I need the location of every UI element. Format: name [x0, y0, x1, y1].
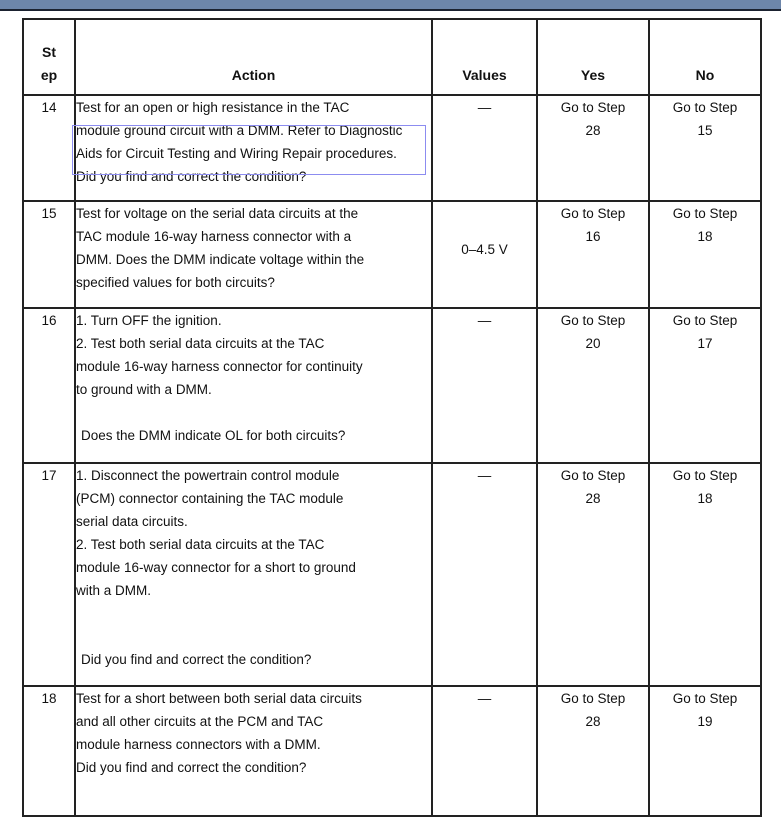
action-line: DMM. Does the DMM indicate voltage within the: [76, 252, 365, 267]
window-top-bar: [0, 0, 781, 11]
yes-cell: [537, 463, 649, 686]
action-cell: [75, 463, 432, 686]
header-step-line1: St: [42, 44, 56, 60]
yes-step: 16: [585, 229, 601, 244]
yes-step: 28: [585, 123, 601, 138]
action-line: 2. Test both serial data circuits at the TAC: [76, 336, 325, 351]
no-label: Go to Step: [672, 468, 738, 483]
action-line: module ground circuit with a DMM. Refer to Diagnostic: [76, 123, 403, 138]
action-line: module 16-way connector for a short to ground: [76, 560, 356, 575]
action-line: module harness connectors with a DMM.: [76, 737, 321, 752]
spacer: [76, 602, 431, 625]
no-label: Go to Step: [672, 691, 738, 706]
yes-step: 28: [585, 714, 601, 729]
no-step: 18: [697, 491, 713, 506]
action-line: 1. Disconnect the powertrain control module: [76, 468, 340, 483]
action-question: Did you find and correct the condition?: [81, 652, 312, 667]
action-line: Test for an open or high resistance in the TAC: [76, 100, 350, 115]
header-values: Values: [432, 19, 537, 95]
value-cell: —: [432, 686, 537, 816]
no-step: 18: [697, 229, 713, 244]
value-cell: —: [432, 95, 537, 201]
table-row: [23, 201, 761, 308]
no-step: 17: [697, 336, 713, 351]
header-step-line2: ep: [40, 67, 58, 83]
action-line: Test for a short between both serial data circuits: [76, 691, 362, 706]
table-row: [23, 308, 761, 463]
action-line: specified values for both circuits?: [76, 275, 275, 290]
no-cell: [649, 463, 761, 686]
action-line: 2. Test both serial data circuits at the TAC: [76, 537, 325, 552]
value-cell: —: [432, 463, 537, 686]
yes-label: Go to Step: [560, 468, 626, 483]
no-step: 15: [697, 123, 713, 138]
table-row: [23, 463, 761, 686]
table-row: [23, 95, 761, 201]
action-line: Did you find and correct the condition?: [76, 169, 307, 184]
table-header-row: [23, 19, 761, 95]
action-line: to ground with a DMM.: [76, 382, 212, 397]
no-cell: [649, 201, 761, 308]
header-step: [23, 19, 75, 95]
no-label: Go to Step: [672, 206, 738, 221]
no-cell: [649, 95, 761, 201]
action-cell: [75, 308, 432, 463]
step-number: 14: [23, 95, 75, 201]
action-line: Test for voltage on the serial data circuits at the: [76, 206, 359, 221]
value-cell: —: [432, 308, 537, 463]
header-no: No: [649, 19, 761, 95]
no-label: Go to Step: [672, 313, 738, 328]
value-cell: 0–4.5 V: [432, 201, 537, 308]
action-line: with a DMM.: [76, 583, 152, 598]
action-line: 1. Turn OFF the ignition.: [76, 313, 222, 328]
yes-label: Go to Step: [560, 100, 626, 115]
yes-cell: [537, 686, 649, 816]
action-line: (PCM) connector containing the TAC module: [76, 491, 344, 506]
step-number: 16: [23, 308, 75, 463]
step-number: 17: [23, 463, 75, 686]
action-line: serial data circuits.: [76, 514, 188, 529]
step-number: 18: [23, 686, 75, 816]
no-label: Go to Step: [672, 100, 738, 115]
action-question: Does the DMM indicate OL for both circuits?: [81, 428, 346, 443]
yes-label: Go to Step: [560, 313, 626, 328]
no-cell: [649, 308, 761, 463]
action-line: Did you find and correct the condition?: [76, 760, 307, 775]
action-line: TAC module 16-way harness connector with a: [76, 229, 352, 244]
spacer: [76, 401, 431, 424]
yes-cell: [537, 201, 649, 308]
step-number: 15: [23, 201, 75, 308]
yes-step: 28: [585, 491, 601, 506]
yes-cell: [537, 308, 649, 463]
yes-label: Go to Step: [560, 691, 626, 706]
action-cell: [75, 686, 432, 816]
action-cell: [75, 201, 432, 308]
action-line: Aids for Circuit Testing and Wiring Repair procedures.: [76, 146, 397, 161]
yes-label: Go to Step: [560, 206, 626, 221]
table-row: [23, 686, 761, 816]
yes-step: 20: [585, 336, 601, 351]
header-yes: Yes: [537, 19, 649, 95]
no-cell: [649, 686, 761, 816]
action-line: and all other circuits at the PCM and TAC: [76, 714, 324, 729]
action-cell: [75, 95, 432, 201]
diagnostic-table: [22, 18, 762, 817]
yes-cell: [537, 95, 649, 201]
no-step: 19: [697, 714, 713, 729]
header-action: Action: [75, 19, 432, 95]
action-line: module 16-way harness connector for continuity: [76, 359, 363, 374]
spacer: [76, 625, 431, 648]
